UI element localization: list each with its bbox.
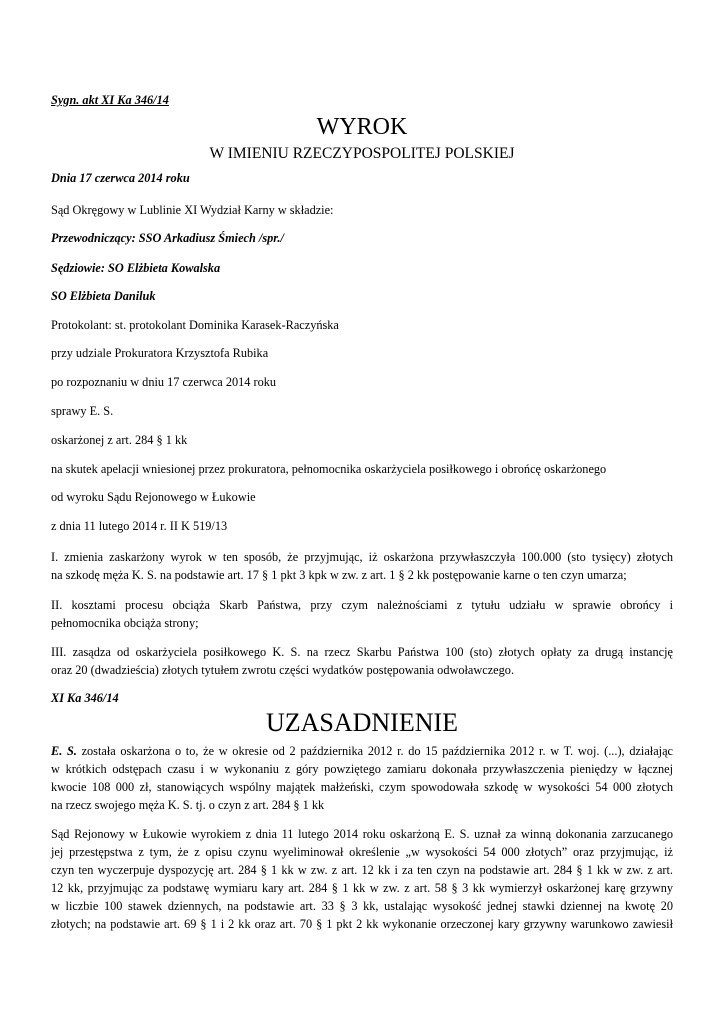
justification-title: UZASADNIENIE [265,708,459,737]
justification-p1-line-4: na rzecz swojego męża K. S. tj. o czyn z art. 284 § 1 kk [51,798,325,812]
case-name: sprawy E. S. [51,404,114,418]
justification-case-number: XI Ka 346/14 [51,691,119,705]
lower-court-date: z dnia 11 lutego 2014 r. II K 519/13 [51,519,228,533]
justification-p2-line-4: 12 kk, przyjmując za podstawę wymiaru kary art. 284 § 1 kk w zw. z art. 58 § 3 kk wymierzył oskarżonej karę grzywny [51,881,673,895]
case-number: Sygn. akt XI Ka 346/14 [51,93,169,107]
justification-p1-line-3: kwocie 108 000 zł, stanowiących wspólny majątek małżeński, czym spowodowała szkodę w wysokości 54 000 złotych [51,780,673,794]
ruling-2-line-2: pełnomocnika obciąża strony; [51,616,199,630]
justification-p1-line-2: w krótkich odstępach czasu i w wykonaniu z góry powziętego zamiaru dokonała przywłaszczenia pieniędzy w łącznej [51,762,673,776]
court-clerk: Protokolant: st. protokolant Dominika Karasek-Raczyńska [51,318,339,332]
judge-second: SO Elżbieta Daniluk [51,289,156,303]
presiding-judge: Przewodniczący: SSO Arkadiusz Śmiech /spr./ [51,231,284,245]
court-composition: Sąd Okręgowy w Lublinie XI Wydział Karny w składzie: [51,203,334,217]
ruling-1-line-2: na szkodę męża K. S. na podstawie art. 17 § 1 pkt 3 kpk w zw. z art. 1 § 2 kk postępowanie karne o ten czyn umarza; [51,568,627,582]
judgment-date: Dnia 17 czerwca 2014 roku [51,171,190,185]
justification-p1-line-1-text: została oskarżona o to, że w okresie od 2 października 2012 r. do 15 października 2012 r. w T. woj. (...), działając [76,744,674,758]
lower-court: od wyroku Sądu Rejonowego w Łukowie [51,490,256,504]
ruling-3-line-2: oraz 20 (dwadzieścia) złotych tytułem zwrotu części wydatków postępowania odwoławczego. [51,663,515,677]
judgment-subtitle: W IMIENIU RZECZYPOSPOLITEJ POLSKIEJ [209,145,515,162]
prosecutor: przy udziale Prokuratora Krzysztofa Rubika [51,346,269,360]
justification-p2-line-3: czyn ten wyczerpuje dyspozycję art. 284 § 1 kk w zw. z art. 12 kk i za ten czyn na podstawie art. 284 § 1 kk w zw. z art. [51,863,673,877]
justification-p2-line-6: złotych; na podstawie art. 69 § 1 i 2 kk oraz art. 70 § 1 pkt 2 kk wykonanie orzeczonej kary grzywny warunkowo zawiesił [51,917,673,931]
judges: Sędziowie: SO Elżbieta Kowalska [51,261,221,275]
charge: oskarżonej z art. 284 § 1 kk [51,433,188,447]
ruling-3-line-1: III. zasądza od oskarżyciela posiłkowego K. S. na rzecz Skarbu Państwa 100 (sto) złotych opłaty za drugą instancję [51,645,673,659]
justification-p2-line-2: jej przestępstwa z tym, że z opisu czynu wyeliminował określenie „w wysokości 54 000 złotych” oraz przyjmując, iż [51,845,673,859]
justification-p1-line-1 [51,744,673,759]
ruling-1-line-1: I. zmienia zaskarżony wyrok w ten sposób, że przyjmując, iż oskarżona przywłaszczyła 100.000 (sto tysięcy) złotych [51,550,673,564]
hearing-date: po rozpoznaniu w dniu 17 czerwca 2014 roku [51,375,277,389]
justification-p2-line-1: Sąd Rejonowy w Łukowie wyrokiem z dnia 11 lutego 2014 roku oskarżoną E. S. uznał za winną dokonania zarzucanego [51,827,673,841]
defendant-name: E. S. [51,744,77,758]
justification-p2-line-5: w liczbie 100 stawek dziennych, na podstawie art. 33 § 3 kk, ustalając wysokość jednej stawki dziennej na kwotę 20 [51,899,673,913]
judgment-title: WYROK [316,114,408,140]
ruling-2-line-1: II. kosztami procesu obciąża Skarb Państwa, przy czym należnościami z tytułu udziału w sprawie obrońcy i [51,598,673,612]
appeal-basis: na skutek apelacji wniesionej przez prokuratora, pełnomocnika oskarżyciela posiłkowego i obrońcę oskarżonego [51,462,607,476]
